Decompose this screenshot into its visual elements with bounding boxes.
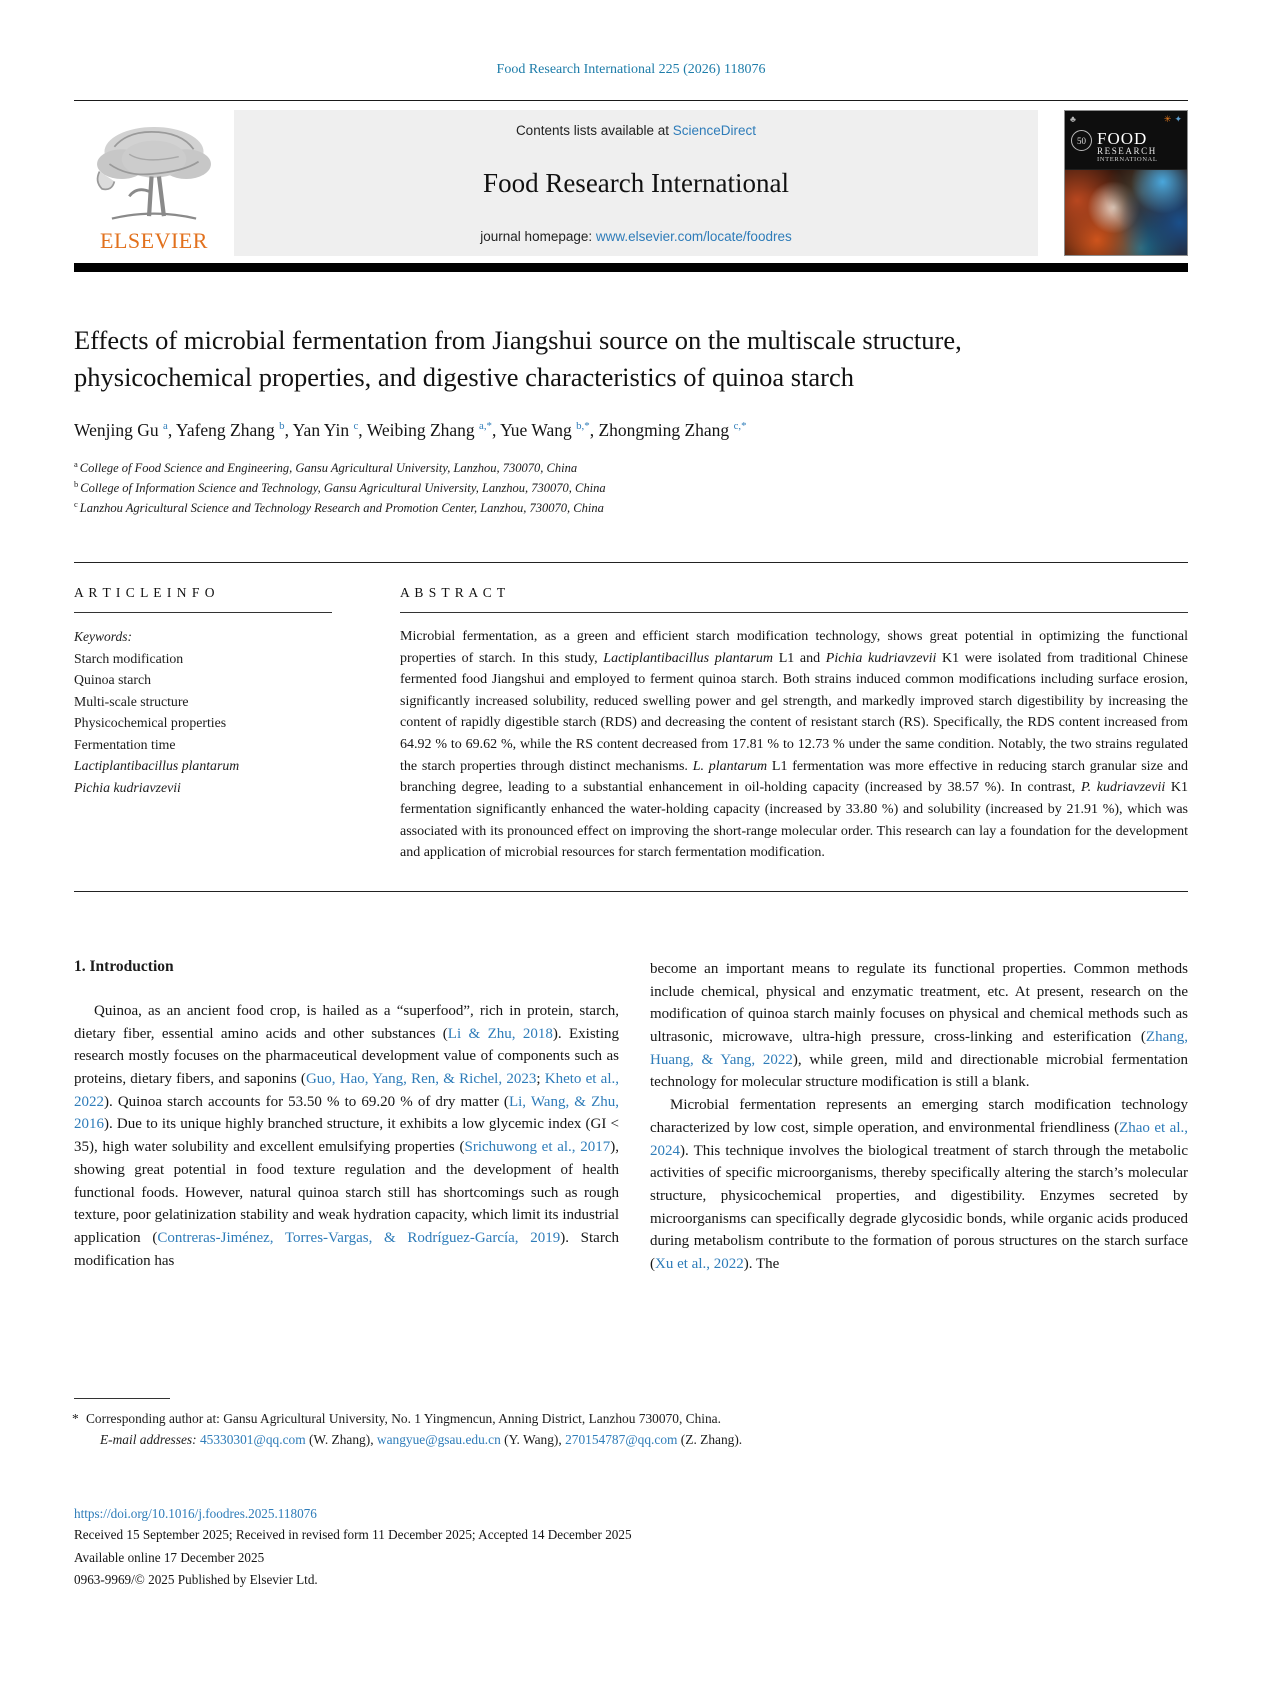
- citation-link[interactable]: Contreras-Jiménez, Torres-Vargas, & Rodríguez-García, 2019: [157, 1229, 561, 1246]
- text-segment: K1 were isolated from traditional Chinese fermented food Jiangshui and employed to ferment quinoa starch. Both strains induced common modifications including surface erosion, significantly increased solubility, reduced swelling power and gel strength, and markedly improved starch digestibility by increasing the content of rapidly digestible starch (RDS) and decreasing the content of resistant starch (RS). Specifically, the RDS content increased from 64.92 % to 69.62 %, while the RS content decreased from 17.81 % to 12.73 % under the same condition. Notably, the two strains regulated the starch properties through distinct mechanisms.: [400, 650, 1189, 774]
- text-segment: ). Starch modification has: [74, 1229, 619, 1269]
- affiliation-b-sup: b: [74, 479, 79, 490]
- text-segment: L1 and: [773, 650, 826, 666]
- article-info-column: [74, 585, 332, 864]
- received-dates-line: Received 15 September 2025; Received in revised form 11 December 2025; Accepted 14 December 2025: [74, 1527, 632, 1543]
- text-segment: (Y. Wang),: [500, 1432, 566, 1448]
- affiliation-a-sup: a: [74, 459, 78, 470]
- citation-link[interactable]: Li & Zhu, 2018: [447, 1025, 553, 1042]
- affiliation-c-text: Lanzhou Agricultural Science and Technology Research and Promotion Center, Lanzhou, 730070, China: [79, 501, 604, 516]
- citation-link[interactable]: Guo, Hao, Yang, Ren, & Richel, 2023: [305, 1070, 537, 1087]
- citation-link[interactable]: Kheto et al., 2022: [74, 1070, 620, 1110]
- introduction-heading: 1. Introduction: [74, 957, 174, 975]
- text-segment: K1 fermentation significantly enhanced the water-holding capacity (increased by 33.80 %) and solubility (increased by 21.91 %), which was associated with its pronounced effect on improving the short-range molecular order. This research can lay a foundation for the development and application of microbial resources for starch fermentation modification.: [400, 780, 1188, 861]
- keyword-item: Fermentation time: [74, 736, 176, 752]
- citation-link[interactable]: Zhang, Huang, & Yang, 2022: [650, 1028, 1188, 1068]
- affiliation-a-text: College of Food Science and Engineering, Gansu Agricultural University, Lanzhou, 730070, China: [79, 461, 578, 476]
- cover-title-research: RESEARCH: [1097, 146, 1157, 157]
- issn-copyright-line: 0963-9969/© 2025 Published by Elsevier Ltd.: [74, 1572, 318, 1587]
- text-segment: Lactiplantibacillus plantarum: [603, 650, 774, 666]
- text-segment: ). Due to its unique highly branched structure, it exhibits a low glycemic index (GI < 35), high water solubility and excellent emulsifying properties (: [74, 1116, 619, 1156]
- text-segment: (W. Zhang),: [305, 1432, 377, 1448]
- text-segment: , Yan Yin: [284, 420, 354, 441]
- journal-masthead: [74, 110, 1188, 256]
- citation-link[interactable]: Zhao et al., 2024: [650, 1119, 1188, 1159]
- citation-link[interactable]: Xu et al., 2022: [655, 1256, 744, 1273]
- affiliation-c-sup: c: [74, 499, 78, 509]
- elsevier-wordmark: ELSEVIER: [100, 228, 208, 253]
- article-info-heading: A R T I C L E I N F O: [74, 584, 216, 600]
- body-right-column: [650, 958, 1188, 1276]
- text-segment: E-mail addresses:: [100, 1432, 197, 1448]
- affiliation-b-text: College of Information Science and Technology, Gansu Agricultural University, Lanzhou, 730070, China: [80, 481, 606, 496]
- footnote-block: [74, 1398, 1188, 1451]
- cover-cifst-logo-icon: ✳: [1163, 114, 1172, 124]
- text-segment: ). This technique involves the biological treatment of starch through the metabolic activities of specific microorganisms, thereby specifically altering the starch’s molecular structure, physicochemical properties, and digestibility. Enzymes secreted by microorganisms can specifically degrade glycosidic bonds, while organic acids produced during metabolism contribute to the formation of porous structures on the starch surface (: [650, 1142, 1188, 1273]
- corresponding-author-note: [74, 1408, 1188, 1429]
- doi-link[interactable]: https://doi.org/10.1016/j.foodres.2025.118076: [74, 1506, 317, 1521]
- top-rule: [74, 100, 1188, 101]
- affiliations: [74, 458, 1188, 518]
- abstract-underline: [400, 612, 1188, 613]
- text-segment: , Zhongming Zhang: [589, 420, 734, 441]
- text-segment: L1 fermentation was more effective in reducing starch granular size and branching degree, leading to a substantial enhancement in oil-holding capacity (increased by 38.57 %). In contrast,: [400, 758, 1188, 796]
- text-segment: Microbial fermentation, as a green and efficient starch modification technology, shows great potential in optimizing the functional properties of starch. In this study,: [400, 628, 1188, 666]
- author-line: [74, 420, 1188, 441]
- journal-cover-thumbnail[interactable]: [1064, 110, 1188, 256]
- text-segment: P. kudriavzevii: [1080, 780, 1166, 796]
- text-segment: ;: [536, 1070, 545, 1087]
- homepage-line: [244, 229, 1028, 244]
- cover-photo-artwork: [1065, 169, 1187, 255]
- keyword-item: Lactiplantibacillus plantarum: [74, 758, 240, 774]
- article-title: Effects of microbial fermentation from Jiangshui source on the multiscale structure, physicochemical properties, and digestive characteristics of quinoa starch: [74, 325, 962, 393]
- info-section-bottom-rule: [74, 891, 1188, 892]
- homepage-label: journal homepage:: [480, 229, 596, 244]
- abstract-column: [400, 585, 1188, 864]
- keyword-item: Quinoa starch: [74, 672, 152, 688]
- text-segment: ). Existing research mostly focuses on the pharmaceutical development value of components such as proteins, dietary fibers, and saponins (: [74, 1025, 620, 1087]
- citation-link[interactable]: Srichuwong et al., 2017: [464, 1139, 611, 1156]
- cover-title-food: FOOD: [1097, 129, 1148, 148]
- affiliation-b: [74, 478, 1188, 498]
- homepage-url-link[interactable]: www.elsevier.com/locate/foodres: [595, 229, 792, 244]
- intro-paragraph: [650, 1094, 1188, 1276]
- journal-title: Food Research International: [483, 168, 789, 198]
- text-segment: L. plantarum: [692, 758, 768, 774]
- keyword-item: Pichia kudriavzevii: [74, 779, 181, 795]
- cover-logo-strip: [1065, 111, 1187, 125]
- keyword-item: Physicochemical properties: [74, 715, 227, 731]
- abstract-paragraph: [400, 626, 1188, 864]
- cover-elsevier-mini-logo-icon: ♣: [1070, 114, 1076, 124]
- text-segment: b: [279, 420, 285, 433]
- affiliation-a: [74, 458, 1188, 478]
- text-segment: c: [353, 420, 359, 433]
- sciencedirect-link[interactable]: ScienceDirect: [672, 123, 757, 138]
- citation-link[interactable]: 270154787@qq.com: [565, 1432, 678, 1448]
- intro-paragraph: [650, 958, 1188, 1094]
- contents-prefix: Contents lists available at: [515, 123, 673, 138]
- text-segment: become an important means to regulate its functional properties. Common methods include chemical, physical and enzymatic treatment, etc. At present, research on the modification of quinoa starch mainly focuses on physical and chemical methods such as ultrasonic, microwave, ultra-high pressure, cross-linking and esterification (: [650, 960, 1188, 1045]
- text-segment: c,*: [733, 420, 747, 433]
- citation-link[interactable]: wangyue@gsau.edu.cn: [376, 1432, 501, 1448]
- citation-link[interactable]: 45330301@qq.com: [199, 1432, 306, 1448]
- article-info-underline: [74, 612, 332, 613]
- imprint-block: [74, 1503, 1188, 1591]
- info-section-top-rule: [74, 562, 1188, 563]
- footnote-rule: [74, 1398, 170, 1399]
- text-segment: ). Quinoa starch accounts for 53.50 % to 69.20 % of dry matter (: [104, 1093, 509, 1110]
- elsevier-tree-logo: [92, 122, 216, 226]
- text-segment: a: [163, 420, 168, 433]
- keyword-item: Multi-scale structure: [74, 693, 189, 709]
- citation-link[interactable]: Li, Wang, & Zhu, 2016: [74, 1093, 619, 1133]
- info-abstract-section: [74, 585, 1188, 864]
- keywords-label: Keywords:: [74, 628, 132, 644]
- abstract-heading: A B S T R A C T: [400, 584, 507, 600]
- email-addresses-line: [74, 1429, 1188, 1450]
- available-online-line: Available online 17 December 2025: [74, 1549, 265, 1565]
- intro-paragraph: [74, 1000, 619, 1273]
- masthead-black-bar: [74, 263, 1188, 272]
- running-head-citation[interactable]: Food Research International 225 (2026) 118076: [496, 62, 766, 77]
- text-segment: , Yue Wang: [491, 420, 577, 441]
- elsevier-logo-block: [74, 110, 234, 256]
- text-segment: Microbial fermentation represents an emerging starch modification technology characterized by low cost, simple operation, and environmental friendliness (: [650, 1097, 1188, 1136]
- text-segment: Pichia kudriavzevii: [825, 650, 937, 666]
- text-segment: , Weibing Zhang: [358, 420, 480, 441]
- cover-iufost-logo-icon: ✦: [1174, 114, 1182, 124]
- masthead-center-panel: [234, 110, 1038, 256]
- text-segment: , Yafeng Zhang: [167, 420, 280, 441]
- text-segment: ). The: [743, 1256, 780, 1273]
- introduction-section: [74, 958, 1188, 1276]
- contents-line: [244, 123, 1028, 138]
- text-segment: a,*: [479, 420, 492, 433]
- body-left-column: [74, 958, 619, 1276]
- text-segment: (Z. Zhang).: [677, 1432, 743, 1448]
- cover-50-years-badge: 50: [1071, 130, 1092, 151]
- text-segment: b,*: [576, 420, 590, 433]
- text-segment: ), showing great potential in food texture regulation and the development of health functional foods. However, natural quinoa starch still has shortcomings such as rough texture, poor gelatinization stability and weak hydration capacity, which limit its industrial application (: [74, 1139, 619, 1246]
- footnote-asterisk: *: [72, 1411, 79, 1426]
- affiliation-c: [74, 498, 1188, 518]
- text-segment: Wenjing Gu: [74, 420, 163, 441]
- corresponding-author-text: Corresponding author at: Gansu Agricultural University, No. 1 Yingmencun, Anning District, Lanzhou 730070, China.: [86, 1411, 721, 1426]
- text-segment: ), while green, mild and directionable microbial fermentation technology for molecular structure modification is still a blank.: [650, 1051, 1188, 1091]
- cover-title-row: [1065, 125, 1187, 169]
- keyword-item: Starch modification: [74, 650, 184, 666]
- cover-title-international: INTERNATIONAL: [1097, 155, 1158, 163]
- text-segment: Quinoa, as an ancient food crop, is hailed as a “superfood”, rich in protein, starch, dietary fiber, essential amino acids and other substances (: [74, 1002, 619, 1042]
